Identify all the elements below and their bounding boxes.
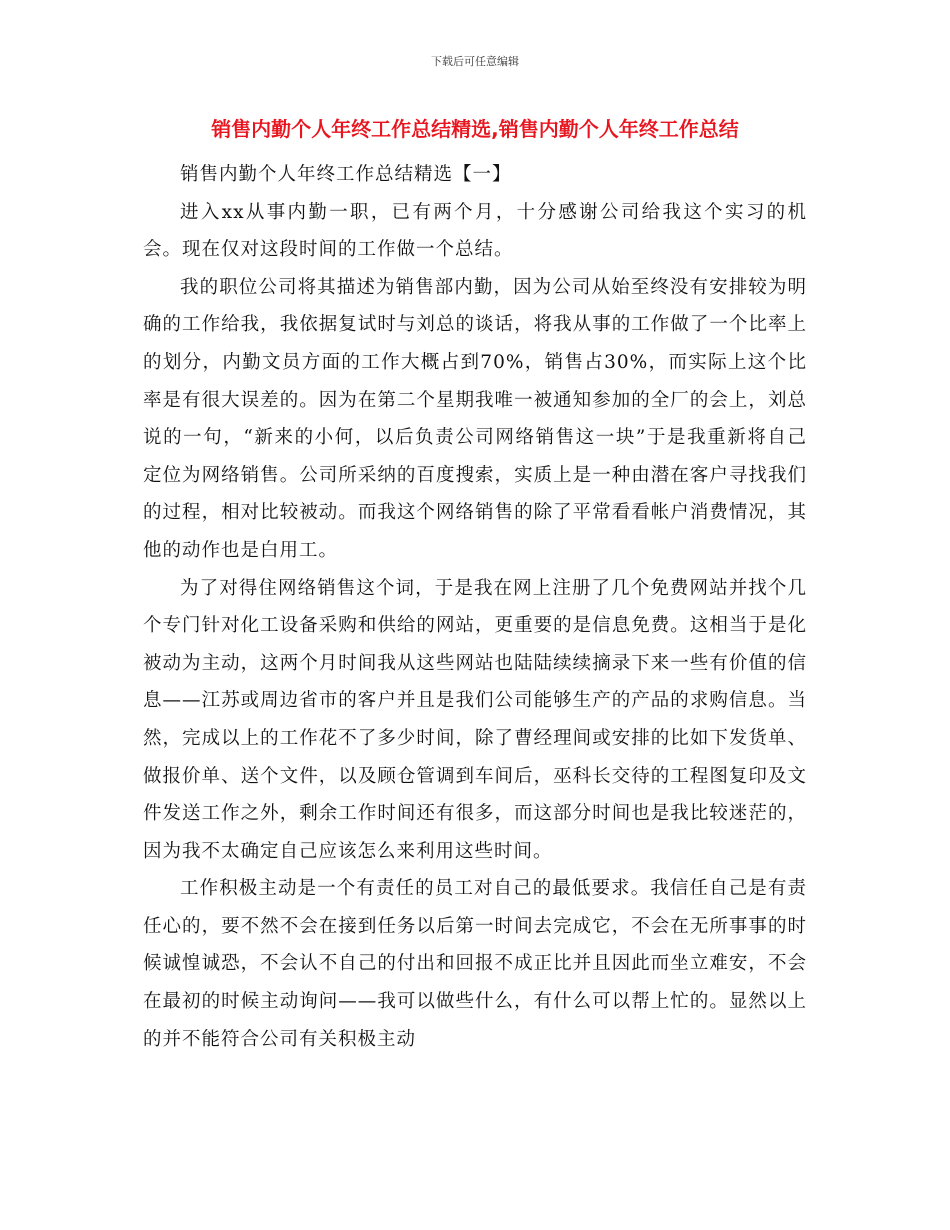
document-title: 销售内勤个人年终工作总结精选,销售内勤个人年终工作总结 xyxy=(211,117,739,141)
paragraph-3: 为了对得住网络销售这个词，于是我在网上注册了几个免费网站并找个几个专门针对化工设备采购和供给的网站，更重要的是信息免费。这相当于是化被动为主动，这两个月时间我从这些网站也陆陆续续摘录下来一些有价值的信息——江苏或周边省市的客户并且是我们公司能够生产的产品的求购信息。当然，完成以上的工作花不了多少时间，除了曹经理间或安排的比如下发货单、做报价单、送个文件，以及顾仓管调到车间后，巫科长交待的工程图复印及文件发送工作之外，剩余工作时间还有很多，而这部分时间也是我比较迷茫的，因为我不太确定自己应该怎么来利用这些时间。 xyxy=(143,577,807,862)
document-body xyxy=(143,156,807,1058)
paragraph-1: 进入xx从事内勤一职，已有两个月，十分感谢公司给我这个实习的机会。现在仅对这段时间的工作做一个总结。 xyxy=(143,201,807,261)
paragraph-2: 我的职位公司将其描述为销售部内勤，因为公司从始至终没有安排较为明确的工作给我，我依据复试时与刘总的谈话，将我从事的工作做了一个比率上的划分，内勤文员方面的工作大概占到70%，销售占30%，而实际上这个比率是有很大误差的。因为在第二个星期我唯一被通知参加的全厂的会上，刘总说的一句，“新来的小何，以后负责公司网络销售这一块”于是我重新将自己定位为网络销售。公司所采纳的百度搜索，实质上是一种由潜在客户寻找我们的过程，相对比较被动。而我这个网络销售的除了平常看看帐户消费情况，其他的动作也是白用工。 xyxy=(143,276,807,561)
section-heading: 销售内勤个人年终工作总结精选【一】 xyxy=(180,164,512,185)
paragraph-4: 工作积极主动是一个有责任的员工对自己的最低要求。我信任自己是有责任心的，要不然不会在接到任务以后第一时间去完成它，不会在无所事事的时候诚惶诚恐，不会认不自己的付出和回报不成正比并且因此而坐立难安，不会在最初的时候主动询问——我可以做些什么，有什么可以帮上忙的。显然以上的并不能符合公司有关积极主动 xyxy=(143,878,807,1050)
header-note: 下载后可任意编辑 xyxy=(431,55,519,68)
